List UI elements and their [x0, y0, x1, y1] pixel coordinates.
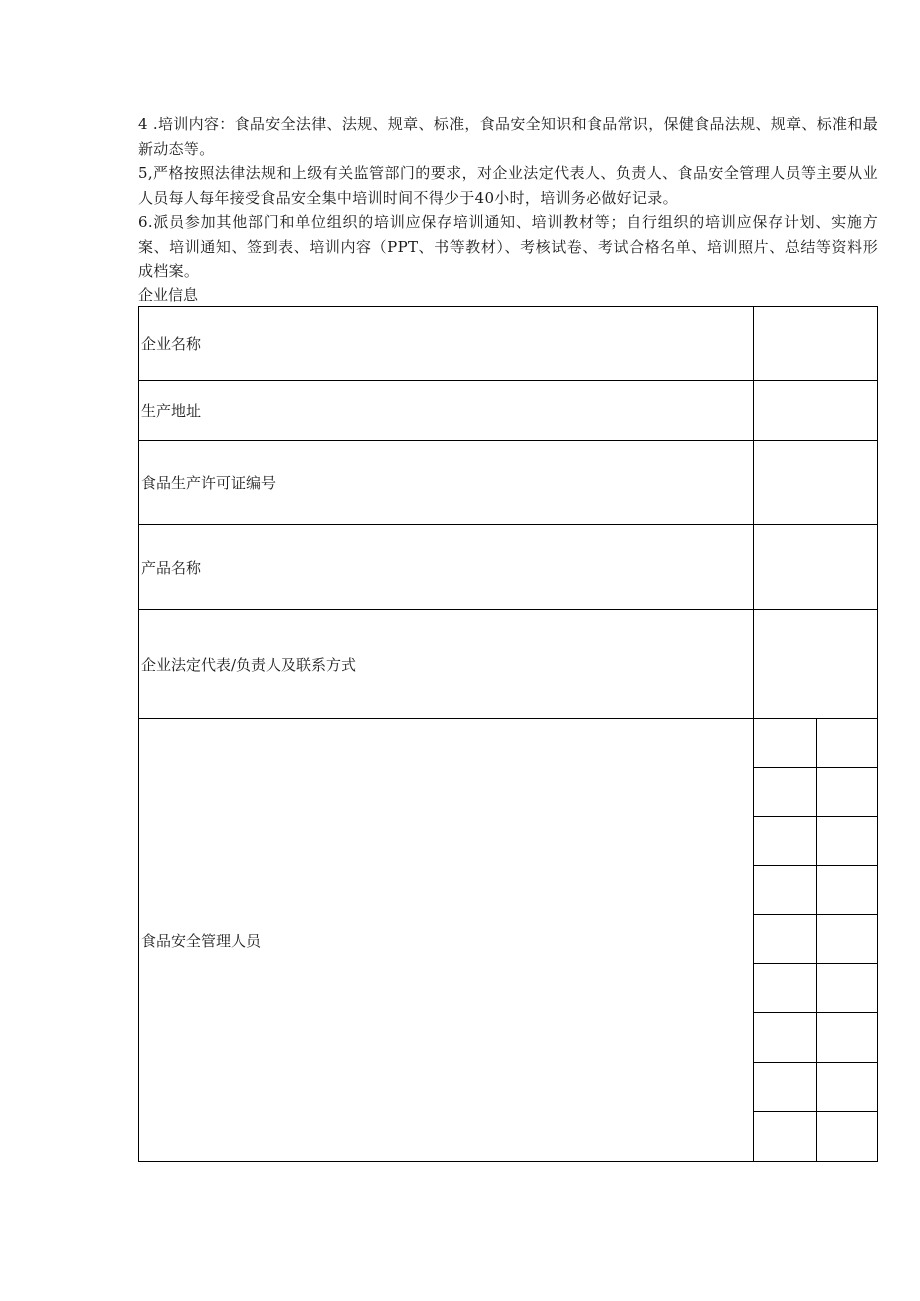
legal-representative-label: 企业法定代表/负责人及联系方式 — [139, 610, 754, 718]
manager-name-cell[interactable] — [754, 719, 817, 768]
manager-info-cell[interactable] — [817, 1013, 877, 1063]
manager-info-cell[interactable] — [817, 817, 877, 866]
table-row-product-name — [139, 525, 877, 610]
table-row-legal-representative — [139, 610, 877, 719]
paragraph-5: 5,严格按照法律法规和上级有关监管部门的要求，对企业法定代表人、负责人、食品安全管理人员等主要从业人员每人每年接受食品安全集中培训时间不得少于40小时，培训务必做好记录。 — [138, 164, 878, 207]
table-row-license-number — [139, 441, 877, 525]
product-name-label: 产品名称 — [139, 525, 754, 609]
section-title: 企业信息 — [138, 286, 199, 304]
manager-info-cell[interactable] — [817, 768, 877, 817]
enterprise-name-label: 企业名称 — [139, 307, 754, 380]
manager-name-cell[interactable] — [754, 768, 817, 817]
manager-info-cell[interactable] — [817, 866, 877, 915]
legal-representative-value[interactable] — [754, 610, 877, 718]
license-number-label: 食品生产许可证编号 — [139, 441, 754, 524]
enterprise-name-value[interactable] — [754, 307, 877, 380]
product-name-value[interactable] — [754, 525, 877, 609]
safety-managers-label: 食品安全管理人员 — [139, 719, 754, 1161]
manager-name-cell[interactable] — [754, 1063, 817, 1112]
manager-info-cell[interactable] — [817, 1112, 877, 1161]
paragraph-6: 6.派员参加其他部门和单位组织的培训应保存培训通知、培训教材等；自行组织的培训应保存计划、实施方案、培训通知、签到表、培训内容（PPT、书等教材）、考核试卷、考试合格名单、培训照片、总结等资料形成档案。 — [138, 213, 878, 280]
manager-name-cell[interactable] — [754, 817, 817, 866]
manager-name-cell[interactable] — [754, 866, 817, 915]
manager-info-cell[interactable] — [817, 915, 877, 964]
manager-name-cell[interactable] — [754, 1112, 817, 1161]
manager-name-cell[interactable] — [754, 1013, 817, 1063]
production-address-label: 生产地址 — [139, 381, 754, 440]
manager-info-cell[interactable] — [817, 1063, 877, 1112]
table-row-enterprise-name — [139, 307, 877, 381]
manager-info-cell[interactable] — [817, 719, 877, 768]
enterprise-info-table — [138, 306, 878, 1162]
manager-info-cell[interactable] — [817, 964, 877, 1013]
manager-name-cell[interactable] — [754, 964, 817, 1013]
paragraph-4: 4 .培训内容：食品安全法律、法规、规章、标准，食品安全知识和食品常识，保健食品法规、规章、标准和最新动态等。 — [138, 115, 878, 158]
manager-name-cell[interactable] — [754, 915, 817, 964]
license-number-value[interactable] — [754, 441, 877, 524]
production-address-value[interactable] — [754, 381, 877, 440]
table-row-production-address — [139, 381, 877, 441]
